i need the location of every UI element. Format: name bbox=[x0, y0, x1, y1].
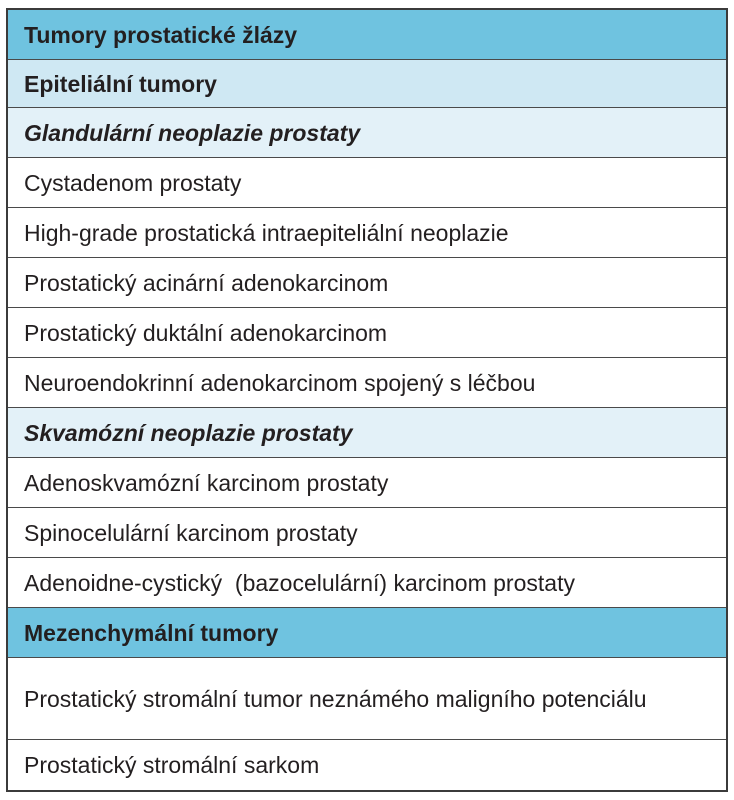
table-row bbox=[8, 158, 726, 208]
table-row bbox=[8, 458, 726, 508]
subgroup-label: Skvamózní neoplazie prostaty bbox=[24, 419, 353, 446]
table-row bbox=[8, 508, 726, 558]
table-row bbox=[8, 358, 726, 408]
table-row bbox=[8, 558, 726, 608]
row-text: Prostatický stromální tumor neznámého maligního potenciálu bbox=[24, 685, 647, 712]
row-text: Prostatický stromální sarkom bbox=[24, 752, 320, 778]
table-row bbox=[8, 208, 726, 258]
tumor-classification-table bbox=[6, 8, 728, 792]
row-text: Adenoidne-cystický (bazocelulární) karcinom prostaty bbox=[24, 569, 575, 596]
group-label: Epiteliální tumory bbox=[24, 70, 217, 97]
table-row bbox=[8, 658, 726, 740]
table-title: Tumory prostatické žlázy bbox=[24, 21, 298, 48]
table-row bbox=[8, 740, 726, 790]
row-text: High-grade prostatická intraepiteliální neoplazie bbox=[24, 219, 509, 246]
section-label: Mezenchymální tumory bbox=[24, 619, 279, 646]
row-text: Cystadenom prostaty bbox=[24, 169, 242, 196]
section-row-mesenchymal bbox=[8, 608, 726, 658]
row-text: Adenoskvamózní karcinom prostaty bbox=[24, 469, 389, 496]
table-row bbox=[8, 308, 726, 358]
subgroup-label: Glandulární neoplazie prostaty bbox=[24, 119, 361, 146]
group-row-epithelial bbox=[8, 60, 726, 108]
row-text: Spinocelulární karcinom prostaty bbox=[24, 519, 358, 546]
subgroup-row-squamous bbox=[8, 408, 726, 458]
subgroup-row-glandular bbox=[8, 108, 726, 158]
table-title-row bbox=[8, 10, 726, 60]
table-row bbox=[8, 258, 726, 308]
row-text: Neuroendokrinní adenokarcinom spojený s léčbou bbox=[24, 369, 536, 396]
row-text: Prostatický duktální adenokarcinom bbox=[24, 319, 388, 346]
row-text: Prostatický acinární adenokarcinom bbox=[24, 269, 389, 296]
